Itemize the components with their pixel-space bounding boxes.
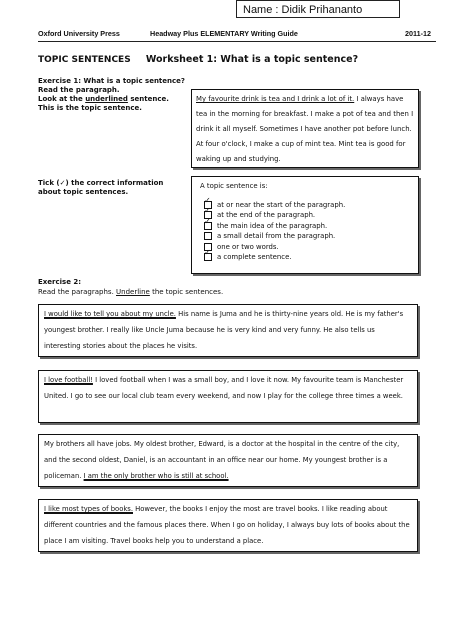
topic-sentence-checklist: [191, 176, 419, 274]
checklist-option[interactable]: [204, 195, 410, 211]
checklist-option-label: a small detail from the paragraph.: [217, 232, 336, 240]
checklist-options: [200, 195, 410, 263]
worksheet-heading: Worksheet 1: What is a topic sentence?: [145, 54, 359, 65]
worksheet-title: [38, 54, 370, 65]
underlined-topic-sentence-3[interactable]: I am the only brother who is still at school.: [83, 472, 229, 480]
checklist-option[interactable]: [204, 231, 410, 242]
checklist-option[interactable]: [204, 248, 410, 263]
underlined-topic-sentence-1[interactable]: I would like to tell you about my uncle.: [44, 310, 176, 318]
checked-box-icon[interactable]: [204, 216, 212, 230]
tick-instructions: [38, 179, 188, 197]
exercise1-title: Exercise 1: What is a topic sentence?: [38, 77, 185, 85]
tick-line1: Tick (✓) the correct information: [38, 179, 164, 187]
exercise1-paragraph: My favourite drink is tea and I drink a lot of it. I always have tea in the morning for breakfast. I make a pot of tea and then I drink it all myself. Sometimes I have another pot before lunch. At four o'clock, I make a cup of mint tea. Mint tea is good for waking up and studying.: [196, 95, 414, 163]
exercise2-instructions: Read the paragraphs. Underline the topic sentences.: [38, 288, 224, 296]
header-publisher: Oxford University Press: [38, 29, 120, 38]
underlined-topic-sentence-4[interactable]: I like most types of books.: [44, 505, 133, 513]
tick-icon: ✓: [204, 206, 211, 216]
underlined-topic-sentence-2[interactable]: I love football!: [44, 376, 93, 384]
checklist-option[interactable]: [204, 216, 410, 232]
checklist-title: A topic sentence is:: [200, 182, 268, 190]
empty-checkbox-icon[interactable]: [204, 232, 212, 240]
header-rule: [38, 41, 436, 42]
exercise1-line4: This is the topic sentence.: [38, 104, 142, 112]
checklist-option-label: at the end of the paragraph.: [217, 211, 316, 219]
exercise2-paragraph-4: I like most types of books. However, the books I enjoy the most are travel books. I like reading about different countries and the famous places there. When I go on holiday, I always buy lots of books about the place I am visiting. Travel books help you to understand a place.: [38, 499, 418, 552]
checklist-option-label: the main idea of the paragraph.: [217, 221, 328, 230]
checklist-option-label: one or two words.: [217, 242, 279, 251]
exercise2-title: Exercise 2:: [38, 278, 82, 286]
exercise1-instructions: [38, 77, 188, 113]
header-year: 2011-12: [405, 29, 431, 38]
section-title: TOPIC SENTENCES: [38, 55, 131, 65]
exercise2-paragraph-2: I love football! I loved football when I was a small boy, and I love it now. My favourite team is Manchester United. I go to see our local club team every weekend, and now I play for the college three times a week.: [38, 370, 418, 423]
checklist-option[interactable]: [204, 242, 410, 253]
exercise1-line2: Read the paragraph.: [38, 86, 120, 94]
tick-icon: ✓: [204, 216, 211, 226]
exercise2-paragraph-1: I would like to tell you about my uncle. His name is Juma and he is thirty-nine years old. He is my father's youngest brother. I really like Uncle Juma because he is very kind and very funny. He also tells us interesting stories about the places he visits.: [38, 304, 418, 357]
topic-sentence: My favourite drink is tea and I drink a lot of it.: [196, 95, 355, 103]
exercise1-paragraph-box: [191, 89, 419, 168]
checked-box-icon[interactable]: [204, 248, 212, 261]
exercise2-paragraph-3: My brothers all have jobs. My oldest brother, Edward, is a doctor at the hospital in the centre of the city, and the second oldest, Daniel, is an accountant in an office near our home. My youngest brother is a policeman. I am the only brother who is still at school.: [38, 434, 418, 487]
name-box: Name : Didik Prihananto: [236, 0, 400, 18]
checklist-option-label: a complete sentence.: [217, 253, 292, 261]
tick-icon: ✓: [204, 195, 211, 205]
tick-line2: about topic sentences.: [38, 188, 129, 196]
header-book-title: Headway Plus ELEMENTARY Writing Guide: [150, 29, 298, 38]
checklist-option[interactable]: [204, 206, 410, 221]
tick-icon: ✓: [204, 248, 211, 258]
exercise1-line3: Look at the underlined sentence.: [38, 95, 169, 103]
checklist-option-label: at or near the start of the paragraph.: [217, 200, 346, 209]
